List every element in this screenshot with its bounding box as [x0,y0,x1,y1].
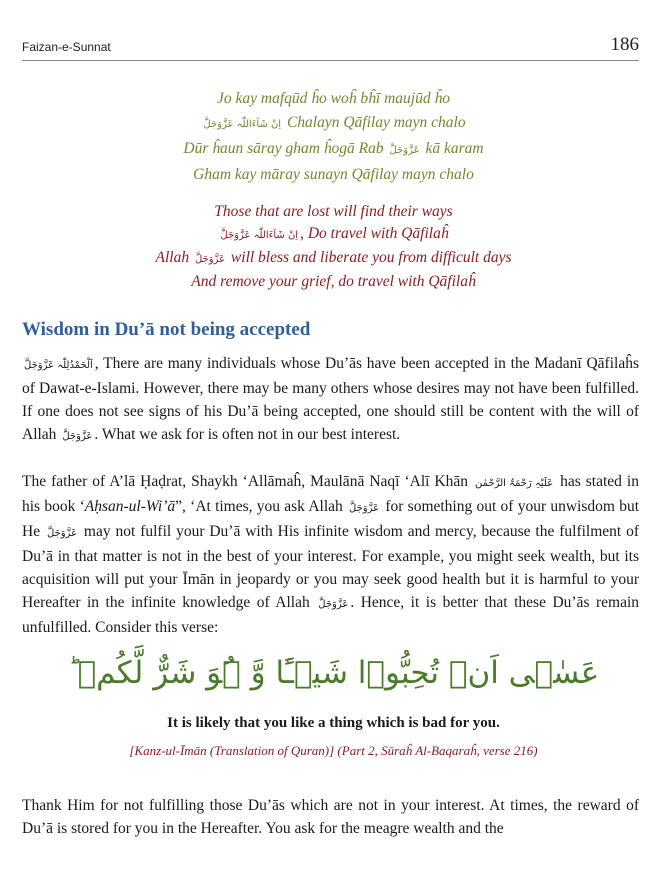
poem-text: Those that are lost will find their ways [214,203,453,220]
arabic-phrase: عَزَّوَجَلَّ [46,528,78,539]
poem-line [0,163,667,187]
poem-text: Dūr ĥaun sāray gham ĥogā Rab [183,140,388,157]
arabic-phrase: عَزَّوَجَلَّ [349,503,380,514]
paragraph-2 [22,470,639,639]
arabic-phrase: عَزَّوَجَلَّ [194,254,226,265]
verse-reference: [Kanz-ul-Īmān (Translation of Quran)] (Part 2, Sūraĥ Al-Baqaraĥ, verse 216) [129,743,538,758]
poem-line [0,111,667,137]
poem-text: And remove your grief, do travel with Qāfilaĥ [191,273,476,290]
arabic-phrase: عَلَیْہِ رَحْمَۃُ الرَّحْمٰن [475,478,554,489]
paragraph-text: . What we ask for is often not in our best interest. [94,426,401,443]
poem-text: Allah [155,249,193,266]
paragraph-text: . Hence, it is better that these Du’ās remain unfulfilled. Consider this verse: [22,594,640,636]
poem-line [0,201,667,223]
paragraph-text: has stated in his book ‘ [22,473,639,515]
paragraph-text: The father of A’lā Ḥaḍrat, Shaykh ‘Allāmaĥ, Maulānā Naqī ‘Alī Khān [22,473,474,490]
arabic-phrase: اِنْ شَآءَاللّٰہ عَزَّوَجَلَّ [203,119,282,130]
poem-translation [0,201,667,293]
page-header [22,34,639,61]
paragraph-1 [22,352,639,448]
poem-line [0,223,667,247]
section-heading: Wisdom in Du’ā not being accepted [22,319,311,340]
poem-roman [0,87,667,187]
poem-text: , Do travel with Qāfilaĥ [300,225,449,242]
paragraph-text: , There are many individuals whose Du’ās have been accepted in the Madanī Qāfilaĥs of Dawat-e-Islami. However, there may be many others whose desires may not have been fulfilled. If one does not see signs of his Du’ā being accepted, one should still be content with the will of Allah [22,355,639,443]
paragraph-text: may not fulfil your Du’ā with His infinite wisdom and mercy, because the fulfilment of Du’ā in that matter is not in the best of your interest. For example, you might seek wealth, but its acquisition will put your Īmān in jeopardy or you may seek good health but it is harmful to your Hereafter in the infinite knowledge of Allah [22,523,640,611]
book-title: Faizan-e-Sunnat [22,40,111,54]
verse-translation: It is likely that you like a thing which is bad for you. [167,715,500,731]
paragraph-text: for something out of your unwisdom but He [22,498,640,540]
paragraph-text: ”, ‘At times, you ask Allah [175,498,348,515]
arabic-phrase: عَزَّوَجَلَّ [389,145,420,156]
arabic-phrase: عَزَّوَجَلَّ [318,599,349,610]
poem-text: Chalayn Qāfilay mayn chalo [283,114,466,131]
poem-line [0,271,667,293]
poem-text: kā karam [421,140,484,157]
poem-text: will bless and liberate you from difficult days [227,249,512,266]
paragraph-4: Thank Him for not fulfilling those Du’ās which are not in your interest. At times, the reward of Du’ā is stored for you in the Hereafter. You ask for the meagre wealth and the [22,797,639,837]
page-number: 186 [610,34,639,55]
poem-text: Gham kay māray sunayn Qāfilay mayn chalo [193,166,474,183]
poem-line [0,137,667,163]
arabic-phrase: اَلْحَمْدُلِلّٰہ عَزَّوَجَلَّ [24,360,93,371]
arabic-phrase: اِنْ شَآءَاللّٰہ عَزَّوَجَلَّ [220,230,299,241]
poem-line [0,247,667,271]
quran-verse: عَسٰۤی اَنۡ تُحِبُّوۡا شَیۡـًٔا وَّ ہُوَ شَرٌّ لَّکُمۡ ؕ [67,655,600,691]
book-name: Aḥsan-ul-Wi’ā [84,498,176,515]
arabic-phrase: عَزَّوَجَلَّ [62,431,93,442]
poem-line [0,87,667,111]
poem-text: Jo kay mafqūd ĥo woĥ bĥī maujūd ĥo [217,90,450,107]
